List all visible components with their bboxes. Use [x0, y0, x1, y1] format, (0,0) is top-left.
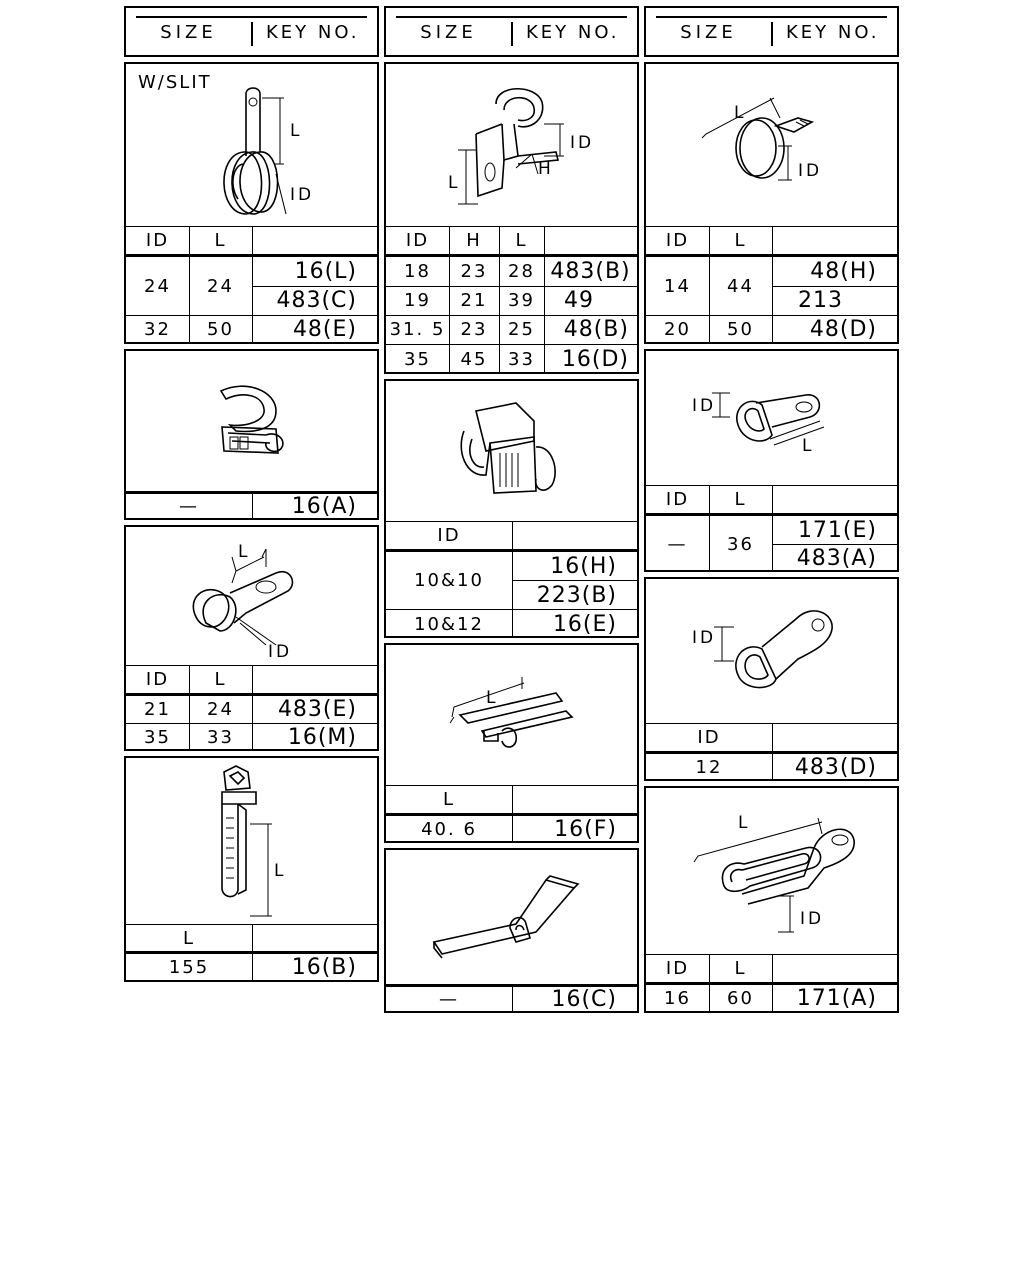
header-col2	[384, 6, 639, 57]
table-cell-l: 28	[508, 261, 535, 282]
table-cell-id: 16	[664, 988, 691, 1009]
key-no-cell: 483(B)	[550, 259, 631, 284]
table-cell-h: 23	[460, 261, 488, 282]
col-head-id: ID	[697, 727, 721, 748]
band-clip-panel	[384, 643, 639, 843]
band-clip-drawing	[386, 645, 637, 785]
ring-clamp-panel	[644, 62, 899, 344]
col-head-h: H	[466, 230, 482, 251]
flat-clamp-panel	[124, 525, 379, 751]
table-cell-id: 10&12	[414, 613, 484, 635]
saddle-clamp-panel	[384, 62, 639, 374]
table-cell-id: 35	[144, 727, 171, 748]
key-no-header: KEY NO.	[526, 22, 620, 43]
key-no-cell: 48(E)	[292, 317, 357, 342]
slit-note: W/SLIT	[138, 72, 212, 93]
clip-a-panel	[124, 349, 379, 520]
p-clamp-panel	[644, 577, 899, 781]
slit-clip-drawing	[126, 64, 377, 224]
key-no-cell: 48(H)	[810, 259, 877, 284]
key-no-cell: 483(D)	[794, 755, 877, 780]
col-head-id: ID	[145, 230, 170, 251]
col-head-id: ID	[437, 525, 461, 546]
double-clip-drawing	[386, 381, 637, 521]
dim-id-label: ID	[798, 161, 823, 181]
dim-h-label: H	[538, 159, 554, 179]
table-cell-l: 155	[168, 957, 210, 978]
col-head-l: L	[515, 230, 528, 251]
key-no-cell: 16(H)	[550, 553, 617, 579]
double-loop-panel	[644, 349, 899, 572]
col-head-l: L	[214, 230, 227, 251]
key-no-cell: 16(E)	[552, 611, 617, 637]
key-no-cell: 16(M)	[287, 725, 357, 750]
key-no-cell: 223(B)	[536, 582, 617, 608]
p-clamp-drawing	[646, 579, 897, 723]
col-head-id: ID	[405, 230, 430, 251]
table-cell-id: 10&10	[414, 570, 484, 591]
dim-id-label: ID	[570, 133, 595, 153]
table-cell-l: 39	[508, 290, 535, 311]
key-no-header: KEY NO.	[266, 22, 360, 43]
table-cell-l: 33	[207, 727, 234, 748]
key-no-header: KEY NO.	[786, 22, 880, 43]
dim-l-label: L	[486, 688, 499, 708]
key-no-cell: 16(A)	[291, 494, 357, 519]
dim-l-label: L	[448, 173, 461, 193]
col-head-l: L	[734, 489, 747, 510]
key-no-cell: 16(C)	[551, 987, 617, 1012]
col-head-id: ID	[145, 669, 170, 690]
plate-clip-panel	[384, 848, 639, 1013]
col-head-l: L	[442, 789, 456, 810]
col-head-id: ID	[665, 489, 690, 510]
header-col1	[124, 6, 379, 57]
key-no-cell: 483(A)	[796, 546, 877, 571]
size-header: SIZE	[160, 22, 217, 43]
col-head-l: L	[182, 927, 196, 949]
long-clamp-panel	[644, 786, 899, 1013]
col-head-id: ID	[665, 958, 690, 979]
key-no-cell: 16(B)	[291, 955, 357, 980]
table-cell-h: 45	[460, 349, 488, 370]
dim-l-label: L	[238, 542, 251, 562]
dim-id-label: ID	[290, 185, 315, 205]
table-cell-l: 44	[727, 275, 754, 297]
key-no-cell: 171(A)	[796, 986, 877, 1011]
table-cell-id: 14	[664, 275, 691, 297]
key-no-cell: 16(D)	[561, 347, 629, 372]
table-cell-size: —	[439, 989, 459, 1010]
double-clip-panel	[384, 379, 639, 638]
header-divider	[251, 22, 253, 46]
table-cell-id: —	[667, 533, 688, 555]
header-divider	[511, 22, 513, 46]
dim-l-label: L	[802, 436, 815, 456]
key-no-cell: 483(C)	[276, 288, 357, 313]
table-cell-id: 21	[144, 699, 171, 720]
key-no-cell: 48(B)	[563, 317, 629, 342]
plate-clip-drawing	[386, 850, 637, 984]
table-cell-id: 32	[144, 319, 171, 340]
strap-panel	[124, 756, 379, 982]
key-no-cell: 48(D)	[809, 317, 877, 342]
long-clamp-drawing	[646, 788, 897, 954]
table-cell-id: 12	[695, 757, 723, 778]
header-divider	[771, 22, 773, 46]
key-no-cell: 483(E)	[277, 697, 357, 722]
table-cell-l: 24	[207, 699, 234, 720]
size-header: SIZE	[420, 22, 477, 43]
table-cell-l: 50	[727, 319, 754, 340]
dim-id-label: ID	[268, 642, 293, 662]
table-cell-id: 31. 5	[389, 319, 446, 340]
table-cell-id: 18	[404, 261, 431, 282]
ring-clamp-drawing	[646, 64, 897, 226]
key-no-cell: 171(E)	[797, 517, 877, 543]
key-no-cell: 16(L)	[294, 259, 357, 284]
dim-l-label: L	[274, 861, 287, 881]
table-cell-l: 40. 6	[421, 819, 477, 840]
key-no-cell: 16(F)	[554, 817, 617, 842]
dim-id-label: ID	[692, 396, 717, 416]
table-cell-l: 60	[727, 988, 754, 1009]
key-no-cell: 49	[564, 288, 594, 313]
clip-a-drawing	[126, 351, 377, 491]
dim-l-label: L	[734, 103, 747, 123]
table-cell-id: 20	[664, 319, 691, 340]
table-cell-id: 19	[404, 290, 431, 311]
table-cell-l: 50	[207, 319, 234, 340]
table-cell-l: 36	[727, 533, 754, 555]
strap-drawing	[126, 758, 377, 924]
table-cell-id: 24	[144, 275, 171, 297]
table-cell-l: 24	[207, 275, 234, 297]
table-cell-size: —	[179, 496, 199, 517]
table-cell-l: 25	[508, 319, 535, 340]
dim-l-label: L	[290, 121, 303, 141]
size-header: SIZE	[680, 22, 737, 43]
header-col3	[644, 6, 899, 57]
table-cell-l: 33	[508, 349, 535, 370]
flat-clamp-drawing	[126, 527, 377, 663]
col-head-l: L	[734, 958, 747, 979]
table-cell-h: 21	[460, 290, 488, 311]
col-head-l: L	[734, 230, 747, 251]
table-cell-id: 35	[404, 349, 431, 370]
dim-id-label: ID	[692, 628, 717, 648]
col-head-l: L	[214, 669, 227, 690]
saddle-clamp-drawing	[386, 64, 637, 226]
dim-l-label: L	[738, 813, 751, 833]
double-loop-drawing	[646, 351, 897, 485]
key-no-cell: 213	[798, 288, 843, 313]
col-head-id: ID	[665, 230, 690, 251]
dim-id-label: ID	[800, 909, 825, 929]
slit-clip-panel	[124, 62, 379, 344]
table-cell-h: 23	[460, 319, 488, 340]
